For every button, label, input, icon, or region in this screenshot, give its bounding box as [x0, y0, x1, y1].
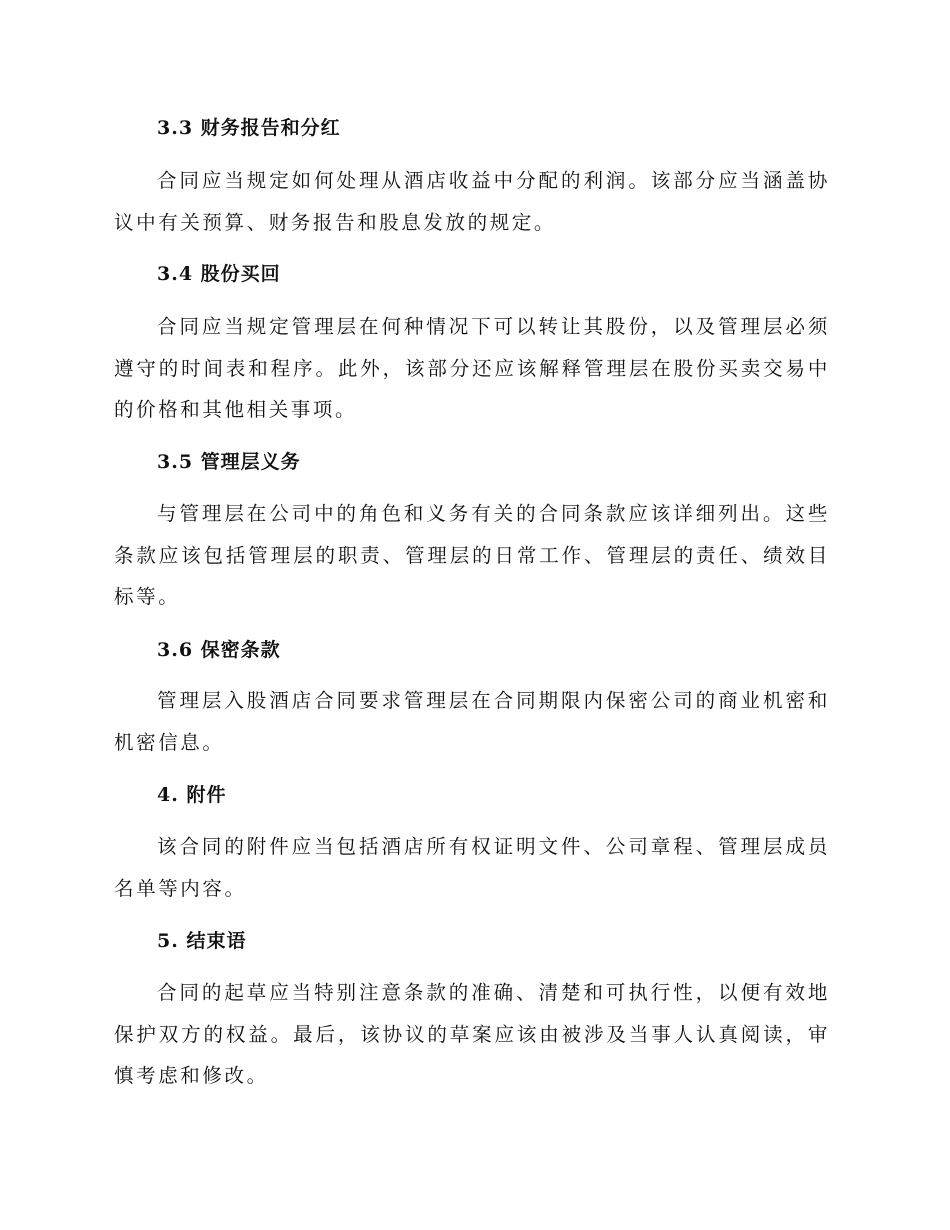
section-body-3-3: 合同应当规定如何处理从酒店收益中分配的利润。该部分应当涵盖协议中有关预算、财务报告和股息发放的规定。 — [114, 169, 830, 234]
section-heading-3-5: 3.5 管理层义务 — [157, 451, 301, 473]
section-heading-3-6: 3.6 保密条款 — [157, 639, 281, 661]
section-heading-5: 5. 结束语 — [157, 930, 247, 952]
section-body-5: 合同的起草应当特别注意条款的准确、清楚和可执行性，以便有效地保护双方的权益。最后，该协议的草案应该由被涉及当事人认真阅读，审慎考虑和修改。 — [114, 981, 830, 1087]
section-heading-4: 4. 附件 — [157, 784, 227, 806]
section-body-4: 该合同的附件应当包括酒店所有权证明文件、公司章程、管理层成员名单等内容。 — [114, 835, 830, 900]
section-body-3-6: 管理层入股酒店合同要求管理层在合同期限内保密公司的商业机密和机密信息。 — [114, 689, 830, 754]
section-heading-3-3: 3.3 财务报告和分红 — [157, 117, 341, 139]
section-body-3-4: 合同应当规定管理层在何种情况下可以转让其股份，以及管理层必须遵守的时间表和程序。此外，该部分还应该解释管理层在股份买卖交易中的价格和其他相关事项。 — [114, 315, 830, 421]
section-heading-3-4: 3.4 股份买回 — [157, 263, 281, 285]
section-body-3-5: 与管理层在公司中的角色和义务有关的合同条款应该详细列出。这些条款应该包括管理层的职责、管理层的日常工作、管理层的责任、绩效目标等。 — [114, 502, 830, 608]
